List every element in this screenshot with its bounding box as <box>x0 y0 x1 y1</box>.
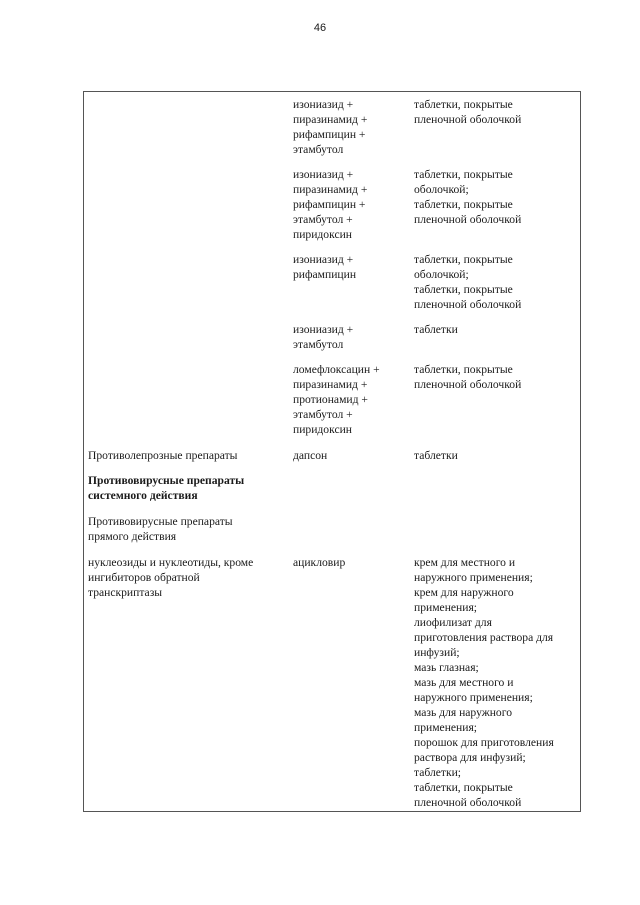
table-cell-drug: изониазид + рифампицин <box>293 253 357 281</box>
table-cell-drug: ломефлоксацин + пиразинамид + протионамид + этамбутол + пиридоксин <box>293 363 380 436</box>
table-cell-forms: таблетки, покрытые оболочкой; таблетки, покрытые пленочной оболочкой <box>414 168 522 226</box>
table-cell-group: нуклеозиды и нуклеотиды, кроме ингибиторов обратной транскриптазы <box>88 556 254 599</box>
table-cell-forms: таблетки, покрытые оболочкой; таблетки, покрытые пленочной оболочкой <box>414 253 522 311</box>
table-cell-forms: крем для местного и наружного применения; крем для наружного применения; лиофилизат для приготовления раствора для инфузий; мазь глазная; мазь для местного и наружного применения; мазь для наружного применения; порошок для приготовления раствора для инфузий; таблетки; таблетки, покрытые пленочной оболочкой <box>414 556 554 809</box>
page-number: 46 <box>313 22 327 34</box>
table-cell-drug: изониазид + пиразинамид + рифампицин + этамбутол <box>293 98 368 156</box>
table-cell-forms: таблетки, покрытые пленочной оболочкой <box>414 98 522 126</box>
table-cell-drug: изониазид + этамбутол <box>293 323 354 351</box>
table-cell-drug: дапсон <box>293 449 328 462</box>
table-cell-forms: таблетки <box>414 449 458 462</box>
table-cell-group-heading: Противовирусные препараты системного действия <box>88 474 245 502</box>
table-cell-forms: таблетки <box>414 323 458 336</box>
table-cell-group: Противовирусные препараты прямого действия <box>88 515 233 543</box>
table-cell-forms: таблетки, покрытые пленочной оболочкой <box>414 363 522 391</box>
table-cell-group: Противолепрозные препараты <box>88 449 238 462</box>
table-cell-drug: ацикловир <box>293 556 346 569</box>
table-cell-drug: изониазид + пиразинамид + рифампицин + этамбутол + пиридоксин <box>293 168 368 241</box>
